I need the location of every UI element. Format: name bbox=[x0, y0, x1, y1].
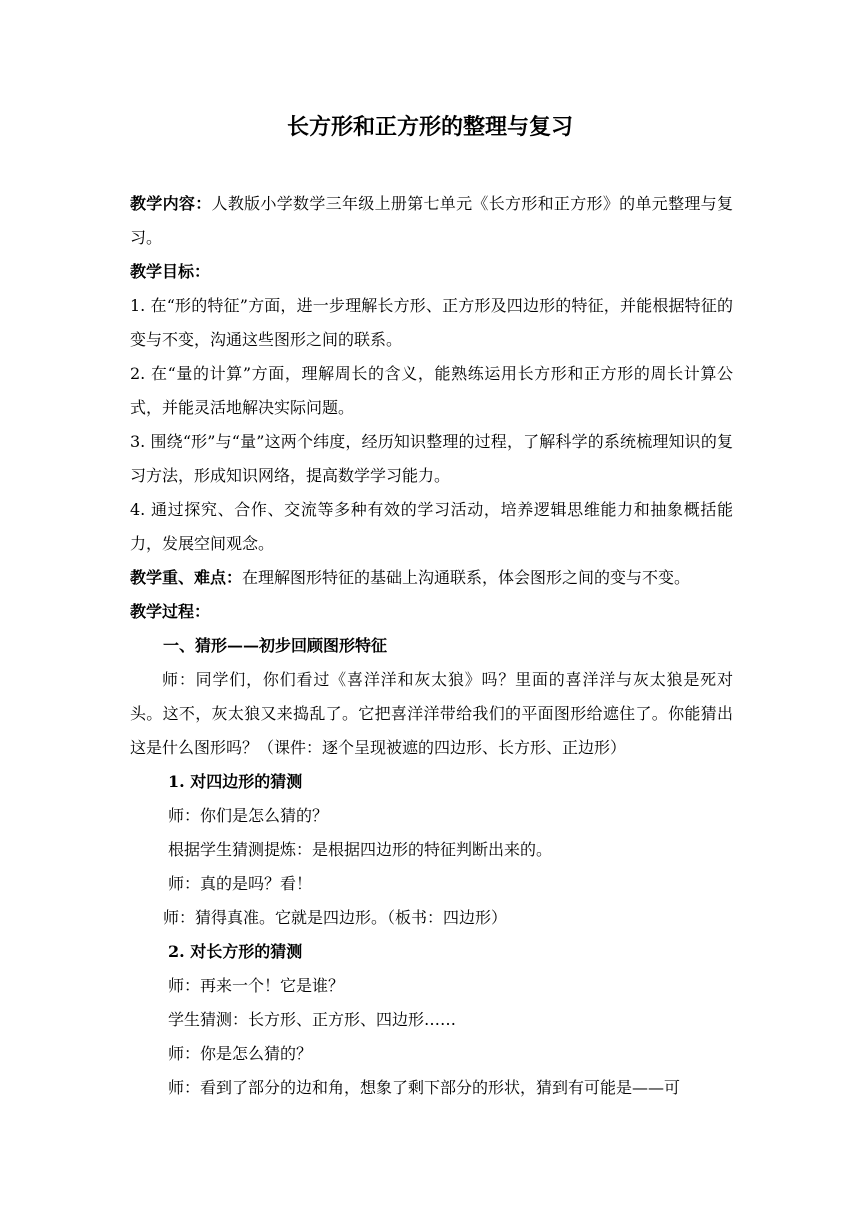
dialogue-line-6: 学生猜测：长方形、正方形、四边形…… bbox=[168, 1010, 457, 1029]
dialogue-line-4: 师：猜得真准。它就是四边形。（板书：四边形） bbox=[163, 908, 508, 927]
section-heading-1: 一、猜形——初步回顾图形特征 bbox=[163, 636, 388, 655]
goal-item-1: 1. 在“形的特征”方面，进一步理解长方形、正方形及四边形的特征，并能根据特征的变与不变，沟通这些图形之间的联系。 bbox=[130, 296, 733, 349]
goal-item-3: 3. 围绕“形”与“量”这两个纬度，经历知识整理的过程，了解科学的系统梳理知识的复习方法，形成知识网络，提高数学学习能力。 bbox=[130, 432, 733, 485]
dialogue-line-3: 师：真的是吗？看！ bbox=[168, 874, 313, 893]
teaching-content-text: 人教版小学数学三年级上册第七单元《长方形和正方形》的单元整理与复习。 bbox=[130, 194, 733, 247]
teaching-content-label: 教学内容： bbox=[130, 194, 212, 213]
dialogue-line-5: 师：再来一个！它是谁？ bbox=[168, 976, 345, 995]
teaching-content-paragraph bbox=[130, 187, 733, 255]
subsection-heading-1: 1. 对四边形的猜测 bbox=[168, 772, 303, 791]
dialogue-line-7: 师：你是怎么猜的？ bbox=[168, 1044, 313, 1063]
key-difficulty-label: 教学重、难点： bbox=[130, 568, 243, 587]
subsection-heading-2: 2. 对长方形的猜测 bbox=[168, 942, 303, 961]
intro-paragraph: 师：同学们，你们看过《喜洋洋和灰太狼》吗？里面的喜洋洋与灰太狼是死对头。这不，灰太狼又来捣乱了。它把喜洋洋带给我们的平面图形给遮住了。你能猜出这是什么图形吗？（课件：逐个呈现被遮的四边形、长方形、正边形） bbox=[130, 670, 733, 757]
dialogue-line-2: 根据学生猜测提炼：是根据四边形的特征判断出来的。 bbox=[168, 840, 553, 859]
key-difficulty-paragraph bbox=[130, 561, 733, 595]
key-difficulty-text: 在理解图形特征的基础上沟通联系，体会图形之间的变与不变。 bbox=[242, 568, 691, 587]
teaching-process-heading: 教学过程： bbox=[130, 602, 211, 621]
document-body bbox=[130, 187, 733, 1105]
dialogue-line-8: 师：看到了部分的边和角，想象了剩下部分的形状，猜到有可能是——可 bbox=[168, 1078, 681, 1097]
goal-item-2: 2. 在“量的计算”方面，理解周长的含义，能熟练运用长方形和正方形的周长计算公式，并能灵活地解决实际问题。 bbox=[130, 364, 733, 417]
teaching-goals-heading: 教学目标： bbox=[130, 262, 211, 281]
goal-item-4: 4. 通过探究、合作、交流等多种有效的学习活动，培养逻辑思维能力和抽象概括能力，发展空间观念。 bbox=[130, 500, 733, 553]
document-title: 长方形和正方形的整理与复习 bbox=[286, 114, 573, 140]
dialogue-line-1: 师：你们是怎么猜的？ bbox=[168, 806, 329, 825]
